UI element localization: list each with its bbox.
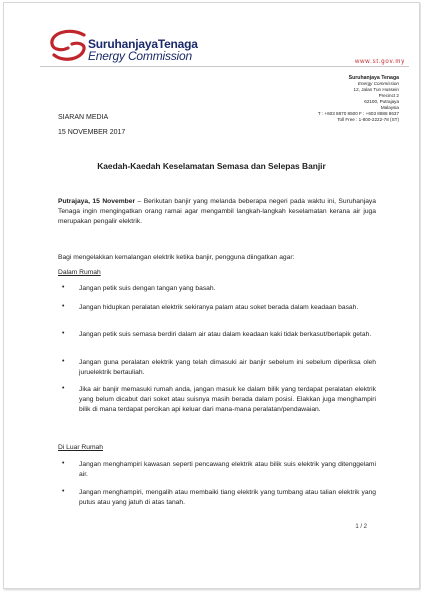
address-contact: T : +603 8870 8500 F : +603 8888 8637 <box>317 111 399 116</box>
list-item: Jangan guna peralatan elektrik yang telah dimasuki air banjir sebelum ini sebelum diperiksa oleh juruelektrik bertauliah. <box>79 359 376 376</box>
list-item: Jangan menghampiri, mengalih atau membaiki tiang elektrik yang tumbang atau talian elektrik yang putus atau yang jatuh di atas tanah. <box>79 489 376 506</box>
energy-commission-logo <box>48 29 228 65</box>
doc-title: Kaedah-Kaedah Keselamatan Semasa dan Selepas Banjir <box>97 161 326 171</box>
list-item: Jangan petik suis semasa berdiri dalam air atau dalam keadaan kaki tidak berkasut/berlapik getah. <box>79 331 372 338</box>
intro-text: – Berikutan banjir yang melanda beberapa negeri pada waktu ini, Suruhanjaya Tenaga ingin mengingatkan orang ramai agar mengambil langkah-langkah keselamatan kerana air juga merupakan pengalir elektrik. <box>58 198 376 225</box>
intro-paragraph <box>58 197 376 227</box>
list-item: Jangan hidupkan peralatan elektrik sekiranya palam atau soket berada dalam keadaan basah. <box>79 304 359 311</box>
bullet-icon: • <box>62 284 65 291</box>
address-block <box>249 75 399 123</box>
document-page <box>3 2 420 589</box>
section-heading: Dalam Rumah <box>58 269 101 276</box>
page-number: 1 / 2 <box>355 524 367 530</box>
intro-dateline: Putrajaya, 15 November <box>58 198 136 205</box>
lead-paragraph: Bagi mengelakkan kemalangan elektrik ketika banjir, pengguna diingatkan agar: <box>58 254 295 261</box>
address-line: 62100, Putrajaya <box>364 99 399 104</box>
address-org: Suruhanjaya Tenaga <box>348 75 399 81</box>
swoosh-logo-icon <box>48 29 88 63</box>
bullet-icon: • <box>62 303 65 310</box>
address-line: Energy Commission <box>357 81 399 86</box>
list-item: Jika air banjir memasuki rumah anda, jangan masuk ke dalam bilik yang terdapat peralatan elektrik yang belum dicabut dari soket atau suisnya masih berada dalam posisi. Elakkan juga menghampiri bilik di mana terdapat percikan api keluar dari mana-mana peralatan/pendawaian. <box>79 386 376 413</box>
list-item: Jangan petik suis dengan tangan yang basah. <box>79 285 216 292</box>
doc-label: SIARAN MEDIA <box>58 114 109 121</box>
org-name: SuruhanjayaTenaga <box>88 37 198 51</box>
bullet-icon: • <box>62 330 65 337</box>
bullet-icon: • <box>62 358 65 365</box>
address-line: Precinct 2 <box>378 93 399 98</box>
org-subtitle: Energy Commission <box>88 49 192 63</box>
bullet-icon: • <box>62 488 65 495</box>
section-heading: Di Luar Rumah <box>58 444 103 451</box>
bullet-icon: • <box>62 385 65 392</box>
address-line: 12, Jalan Tun Hussein <box>353 87 399 92</box>
address-tollfree: Toll Free : 1-800-2222-78 (ST) <box>337 117 399 122</box>
list-item: Jangan menghampiri kawasan seperti pencawang elektrik atau bilik suis elektrik yang ditenggelami air. <box>79 461 376 478</box>
address-line: Malaysia <box>380 105 399 110</box>
header-divider <box>40 66 409 67</box>
bullet-icon: • <box>62 460 65 467</box>
website-url: www.st.gov.my <box>351 59 405 65</box>
doc-date: 15 NOVEMBER 2017 <box>58 129 126 136</box>
